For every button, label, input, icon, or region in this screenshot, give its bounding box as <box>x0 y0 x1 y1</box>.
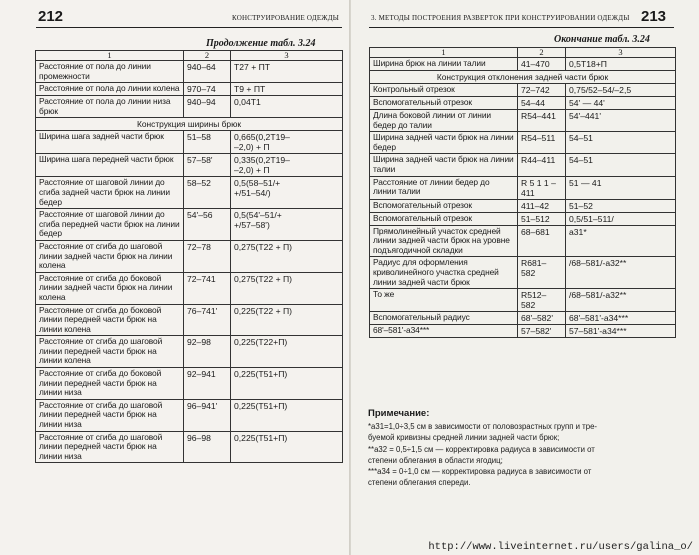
parameter-name: Расстояние от сгиба до боковой линии передней части брюк на линии колена <box>36 304 184 336</box>
table-row <box>36 240 343 272</box>
watermark-url: http://www.liveinternet.ru/users/galina_o/ <box>428 541 693 553</box>
parameter-name: 68'–581'-а34*** <box>370 325 518 338</box>
formula: 0,75/52–54/–2,5 <box>566 84 676 97</box>
table-caption: Продолжение табл. 3.24 <box>206 38 316 49</box>
segment-id: R54–511 <box>518 132 566 154</box>
formula: 0,335(0,2Т19– –2,0) + П <box>231 154 343 177</box>
segment-id: 92–941 <box>184 368 231 400</box>
note-line: *а31=1,0÷3,5 см в зависимости от половозрастных групп и тре- <box>368 422 598 431</box>
table-row <box>370 289 676 312</box>
segment-id: 51–58 <box>184 131 231 154</box>
segment-id: 41–470 <box>518 58 566 71</box>
segment-id: 72–742 <box>518 84 566 97</box>
segment-id: 57–58' <box>184 154 231 177</box>
formula: 0,04Т1 <box>231 96 343 118</box>
segment-id: R 5 1 1 – 411 <box>518 176 566 199</box>
formula: Т27 + ПТ <box>231 61 343 83</box>
parameter-name: Расстояние от сгиба до шаговой линии передней части брюк на линии низа <box>36 431 184 463</box>
table-row <box>370 97 676 110</box>
formula: 0,665(0,2Т19– –2,0) + П <box>231 131 343 154</box>
segment-id: 72–78 <box>184 240 231 272</box>
formula: 57–581'-а34*** <box>566 325 676 338</box>
column-header: 1 <box>36 51 184 61</box>
note-line: степени облегания в области ягодиц; <box>368 455 503 465</box>
parameter-name: Расстояние от шаговой линии до сгиба задней части брюк на линии бедер <box>36 177 184 209</box>
parameter-name: Расстояние от пола до линии низа брюк <box>36 96 184 118</box>
segment-id: 54–44 <box>518 97 566 110</box>
table-row <box>36 154 343 177</box>
column-header: 2 <box>518 48 566 58</box>
formula: /68–581/-а32** <box>566 257 676 289</box>
table-caption: Окончание табл. 3.24 <box>554 34 650 45</box>
parameter-name: Расстояние от сгиба до шаговой линии передней части брюк на линии низа <box>36 399 184 431</box>
table-row <box>370 312 676 325</box>
parameter-name: Расстояние от пола до линии колена <box>36 83 184 96</box>
formula: 54' — 44' <box>566 97 676 110</box>
page-number: 213 <box>641 8 667 25</box>
segment-id: 58–52 <box>184 177 231 209</box>
formula: 0,5(54'–51/+ +/57–58') <box>231 209 343 241</box>
formula: 0,275(Т22 + П) <box>231 240 343 272</box>
note-line: **а32 = 0,5÷1,5 см — корректировка радиуса в зависимости от <box>368 444 595 454</box>
table-row <box>370 176 676 199</box>
formula: 0,5(58–51/+ +/51–54/) <box>231 177 343 209</box>
right-table <box>369 47 676 338</box>
table-row <box>36 83 343 96</box>
parameter-name: Прямолинейный участок средней линии задней части брюк на уровне подъягодичной складки <box>370 225 518 257</box>
left-page <box>0 0 349 555</box>
section-title: Конструкция ширины брюк <box>36 118 343 131</box>
parameter-name: Вспомогательный отрезок <box>370 97 518 110</box>
parameter-name: Расстояние от пола до линии промежности <box>36 61 184 83</box>
formula: 0,225(Т22+П) <box>231 336 343 368</box>
table-row <box>370 58 676 71</box>
table-row <box>36 336 343 368</box>
parameter-name: То же <box>370 289 518 312</box>
running-head: КОНСТРУИРОВАНИЕ ОДЕЖДЫ <box>232 14 340 22</box>
parameter-name: Расстояние от линии бедер до линии талии <box>370 176 518 199</box>
parameter-name: Ширина шага задней части брюк <box>36 131 184 154</box>
segment-id: 940–94 <box>184 96 231 118</box>
formula: 54–51 <box>566 132 676 154</box>
table-row <box>36 399 343 431</box>
parameter-name: Вспомогательный отрезок <box>370 212 518 225</box>
parameter-name: Расстояние от сгиба до боковой линии задней части брюк на линии колена <box>36 272 184 304</box>
segment-id: 57–582' <box>518 325 566 338</box>
table-row <box>36 209 343 241</box>
left-table <box>35 50 343 463</box>
segment-id: 68–681 <box>518 225 566 257</box>
table-row <box>370 132 676 154</box>
segment-id: 411–42 <box>518 199 566 212</box>
formula: /68–581/-а32** <box>566 289 676 312</box>
segment-id: 68'–582' <box>518 312 566 325</box>
formula: 51 — 41 <box>566 176 676 199</box>
parameter-name: Расстояние от сгиба до боковой линии передней части брюк на линии низа <box>36 368 184 400</box>
note-line: буемой кривизны средней линии задней части брюк; <box>368 433 560 443</box>
table-row <box>370 84 676 97</box>
table-row <box>370 257 676 289</box>
table-row <box>370 199 676 212</box>
table-row <box>370 325 676 338</box>
formula: 54–51 <box>566 154 676 176</box>
formula: 0,275(Т22 + П) <box>231 272 343 304</box>
formula: 54'–441' <box>566 110 676 132</box>
segment-id: 51–512 <box>518 212 566 225</box>
running-head: 3. МЕТОДЫ ПОСТРОЕНИЯ РАЗВЕРТОК ПРИ КОНСТРУИРОВАНИИ ОДЕЖДЫ <box>371 14 630 22</box>
formula: 51–52 <box>566 199 676 212</box>
segment-id: R54–441 <box>518 110 566 132</box>
segment-id: R512– 582 <box>518 289 566 312</box>
table-header-row <box>370 48 676 58</box>
parameter-name: Радиус для оформления криволинейного участка средней линии задней части брюк <box>370 257 518 289</box>
table-row <box>36 131 343 154</box>
column-header: 1 <box>370 48 518 58</box>
column-header: 3 <box>231 51 343 61</box>
segment-id: R44–411 <box>518 154 566 176</box>
table-row <box>370 225 676 257</box>
notes-title: Примечание: <box>368 408 430 419</box>
section-title: Конструкция отклонения задней части брюк <box>370 71 676 84</box>
page-number: 212 <box>38 8 64 25</box>
segment-id: 72–741 <box>184 272 231 304</box>
parameter-name: Расстояние от шаговой линии до сгиба передней части брюк на линии бедер <box>36 209 184 241</box>
table-row <box>370 154 676 176</box>
column-header: 3 <box>566 48 676 58</box>
parameter-name: Расстояние от сгиба до шаговой линии задней части брюк на линии колена <box>36 240 184 272</box>
segment-id: 54'–56 <box>184 209 231 241</box>
segment-id: 96–98 <box>184 431 231 463</box>
parameter-name: Контрольный отрезок <box>370 84 518 97</box>
table-row <box>36 304 343 336</box>
table-header-row <box>36 51 343 61</box>
table-row <box>36 431 343 463</box>
parameter-name: Ширина задней части брюк на линии бедер <box>370 132 518 154</box>
table-row <box>36 177 343 209</box>
table-row <box>36 368 343 400</box>
parameter-name: Длина боковой линии от линии бедер до талии <box>370 110 518 132</box>
parameter-name: Ширина задней части брюк на линии талии <box>370 154 518 176</box>
table-row <box>370 212 676 225</box>
segment-id: 940–64 <box>184 61 231 83</box>
segment-id: 96–941' <box>184 399 231 431</box>
formula: 0,5Т18+П <box>566 58 676 71</box>
note-line: степени облегания спереди. <box>368 478 471 488</box>
segment-id: 92–98 <box>184 336 231 368</box>
formula: 0,225(Т51+П) <box>231 399 343 431</box>
table-row <box>36 96 343 118</box>
parameter-name: Расстояние от сгиба до шаговой линии передней части брюк на линии колена <box>36 336 184 368</box>
table-row <box>36 272 343 304</box>
segment-id: R681– 582 <box>518 257 566 289</box>
parameter-name: Ширина брюк на линии талии <box>370 58 518 71</box>
formula: 0,225(Т51+П) <box>231 431 343 463</box>
segment-id: 76–741' <box>184 304 231 336</box>
formula: 0,225(Т22 + П) <box>231 304 343 336</box>
table-section-row <box>370 71 676 84</box>
note-line: ***а34 = 0÷1,0 см — корректировка радиуса в зависимости от <box>368 467 592 477</box>
formula: а31* <box>566 225 676 257</box>
formula: 68'–581'-а34*** <box>566 312 676 325</box>
parameter-name: Вспомогательный радиус <box>370 312 518 325</box>
table-section-row <box>36 118 343 131</box>
table-row <box>370 110 676 132</box>
formula: Т9 + ПТ <box>231 83 343 96</box>
parameter-name: Вспомогательный отрезок <box>370 199 518 212</box>
segment-id: 970–74 <box>184 83 231 96</box>
header-rule <box>369 27 674 28</box>
formula: 0,225(Т51+П) <box>231 368 343 400</box>
formula: 0,5/51–511/ <box>566 212 676 225</box>
notes-block <box>368 408 668 489</box>
table-row <box>36 61 343 83</box>
parameter-name: Ширина шага передней части брюк <box>36 154 184 177</box>
column-header: 2 <box>184 51 231 61</box>
header-rule <box>36 27 342 28</box>
